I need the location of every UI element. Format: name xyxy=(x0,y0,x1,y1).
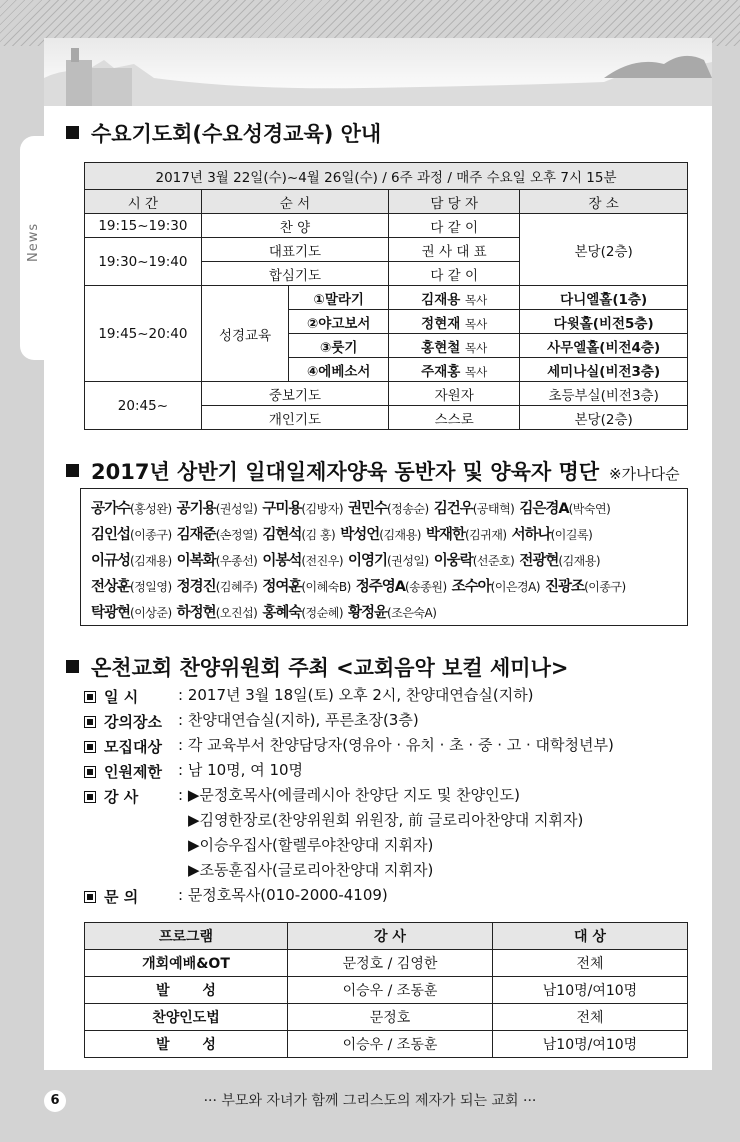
box-bullet-icon xyxy=(84,766,96,778)
prayer-schedule-table xyxy=(84,162,688,430)
header-order: 순 서 xyxy=(201,190,388,214)
target-cell: 전체 xyxy=(493,950,688,977)
header-illustration xyxy=(44,38,712,106)
header-person: 담 당 자 xyxy=(389,190,520,214)
program-cell: 발 성 xyxy=(85,1031,288,1058)
speaker-cell: 이승우 / 조동훈 xyxy=(288,977,493,1004)
names-line: 이규성(김재용) 이복화(우종선) 이봉석(전진우) 이영기(권성일) 이웅락(선준호) 전광현(김재용) xyxy=(91,553,601,569)
place-cell: 초등부실(비전3층) xyxy=(520,382,688,406)
place-cell: 사무엘홀(비전4층) xyxy=(520,334,688,358)
speaker-line: ▶조동훈집사(글로리아찬양대 지휘자) xyxy=(188,861,434,879)
teacher-cell: 홍현철 목사 xyxy=(389,334,520,358)
teacher-cell: 김재용 목사 xyxy=(389,286,520,310)
person-cell: 스스로 xyxy=(389,406,520,430)
box-bullet-icon xyxy=(84,716,96,728)
box-bullet-icon xyxy=(84,791,96,803)
target-cell: 남10명/여10명 xyxy=(493,977,688,1004)
info-row-target: 모집대상 : 각 교육부서 찬양담당자(영유아 · 유치 · 초 · 중 · 고 · 대학청년부) xyxy=(84,734,704,759)
order-cell: 개인기도 xyxy=(201,406,388,430)
table-header-row xyxy=(85,923,688,950)
info-row-contact: 문 의 : 문정호목사(010-2000-4109) xyxy=(84,884,704,909)
place-cell: 다니엘홀(1층) xyxy=(520,286,688,310)
speaker-cell: 문정호 xyxy=(288,1004,493,1031)
speaker-cell: 이승우 / 조동훈 xyxy=(288,1031,493,1058)
seminar-info xyxy=(84,684,704,909)
place-cell: 본당(2층) xyxy=(520,214,688,286)
book-cell: ②야고보서 xyxy=(289,310,389,334)
book-cell: ④에베소서 xyxy=(289,358,389,382)
table-row xyxy=(85,382,688,406)
program-cell: 발 성 xyxy=(85,977,288,1004)
news-label: News xyxy=(26,222,41,262)
table-row xyxy=(85,286,688,310)
header-place: 장 소 xyxy=(520,190,688,214)
table-row xyxy=(85,1004,688,1031)
info-row-speakers: 강 사 : ▶문정호목사(에클레시아 찬양단 지도 및 찬양인도) xyxy=(84,784,704,809)
order-cell: 중보기도 xyxy=(201,382,388,406)
names-line: 공가수(홍성완) 공기용(권성일) 구미용(김방자) 권민수(정송순) 김건우(공태혁) 김은경A(박숙연) xyxy=(91,501,611,517)
names-line: 탁광현(이상준) 하정현(오진섭) 홍혜숙(정순혜) 황정윤(조은숙A) xyxy=(91,605,437,621)
program-cell: 찬양인도법 xyxy=(85,1004,288,1031)
names-line: 김인섭(이종구) 김재준(손정열) 김현석(김 홍) 박성언(김재용) 박재한(김귀재) 서하나(이길록) xyxy=(91,527,593,543)
box-bullet-icon xyxy=(84,741,96,753)
order-cell: 대표기도 xyxy=(201,238,388,262)
table-row xyxy=(85,214,688,238)
time-cell: 19:45~20:40 xyxy=(85,286,202,382)
info-row-datetime: 일 시 : 2017년 3월 18일(토) 오후 2시, 찬양대연습실(지하) xyxy=(84,684,704,709)
info-row-venue: 강의장소 : 찬양대연습실(지하), 푸른초장(3층) xyxy=(84,709,704,734)
target-cell: 전체 xyxy=(493,1004,688,1031)
footer-motto: ··· 부모와 자녀가 함께 그리스도의 제자가 되는 교회 ··· xyxy=(203,1093,537,1109)
church-skyline-illustration xyxy=(44,38,712,106)
speaker-line: ▶김영한장로(찬양위원회 위원장, 前 글로리아찬양대 지휘자) xyxy=(188,811,584,829)
table-header-row xyxy=(85,190,688,214)
teacher-cell: 주재홍 목사 xyxy=(389,358,520,382)
schedule-banner: 2017년 3월 22일(수)~4월 26일(수) / 6주 과정 / 매주 수요일 오후 7시 15분 xyxy=(85,163,688,190)
time-cell: 20:45~ xyxy=(85,382,202,430)
table-row xyxy=(85,1031,688,1058)
section2-title-text: 2017년 상반기 일대일제자양육 동반자 및 양육자 명단 xyxy=(91,460,600,484)
speaker-line: ▶이승우집사(할렐루야찬양대 지휘자) xyxy=(188,836,434,854)
person-cell: 권 사 대 표 xyxy=(389,238,520,262)
box-bullet-icon xyxy=(84,891,96,903)
time-cell: 19:15~19:30 xyxy=(85,214,202,238)
header-program: 프로그램 xyxy=(85,923,288,950)
place-cell: 다윗홀(비전5층) xyxy=(520,310,688,334)
seminar-program-table xyxy=(84,922,688,1058)
book-cell: ③룻기 xyxy=(289,334,389,358)
section1-title xyxy=(66,118,381,148)
section3-title xyxy=(66,652,568,682)
person-cell: 자원자 xyxy=(389,382,520,406)
target-cell: 남10명/여10명 xyxy=(493,1031,688,1058)
table-row xyxy=(85,977,688,1004)
header-speaker: 강 사 xyxy=(288,923,493,950)
section1-title-text: 수요기도회(수요성경교육) 안내 xyxy=(91,122,382,146)
section2-title xyxy=(66,456,680,486)
square-bullet-icon xyxy=(66,464,79,477)
info-row-limit: 인원제한 : 남 10명, 여 10명 xyxy=(84,759,704,784)
table-row xyxy=(85,950,688,977)
square-bullet-icon xyxy=(66,660,79,673)
program-cell: 개회예배&OT xyxy=(85,950,288,977)
place-cell: 본당(2층) xyxy=(520,406,688,430)
box-bullet-icon xyxy=(84,691,96,703)
speaker-cell: 문정호 / 김영한 xyxy=(288,950,493,977)
sort-note: ※가나다순 xyxy=(609,465,680,483)
header-time: 시 간 xyxy=(85,190,202,214)
header-target: 대 상 xyxy=(493,923,688,950)
order-cell: 합심기도 xyxy=(201,262,388,286)
time-cell: 19:30~19:40 xyxy=(85,238,202,286)
square-bullet-icon xyxy=(66,126,79,139)
names-line: 전상훈(정일영) 정경진(김혜주) 정여훈(이혜숙B) 정주영A(송종원) 조수아(이은경A) 진광조(이종구) xyxy=(91,579,626,595)
place-cell: 세미나실(비전3층) xyxy=(520,358,688,382)
person-cell: 다 같 이 xyxy=(389,262,520,286)
page-number: 6 xyxy=(44,1090,66,1112)
names-list-box xyxy=(80,488,688,626)
section3-title-text: 온천교회 찬양위원회 주최 <교회음악 보컬 세미나> xyxy=(91,656,569,680)
person-cell: 다 같 이 xyxy=(389,214,520,238)
teacher-cell: 정현재 목사 xyxy=(389,310,520,334)
book-cell: ①말라기 xyxy=(289,286,389,310)
edu-label-cell: 성경교육 xyxy=(201,286,288,382)
order-cell: 찬 양 xyxy=(201,214,388,238)
